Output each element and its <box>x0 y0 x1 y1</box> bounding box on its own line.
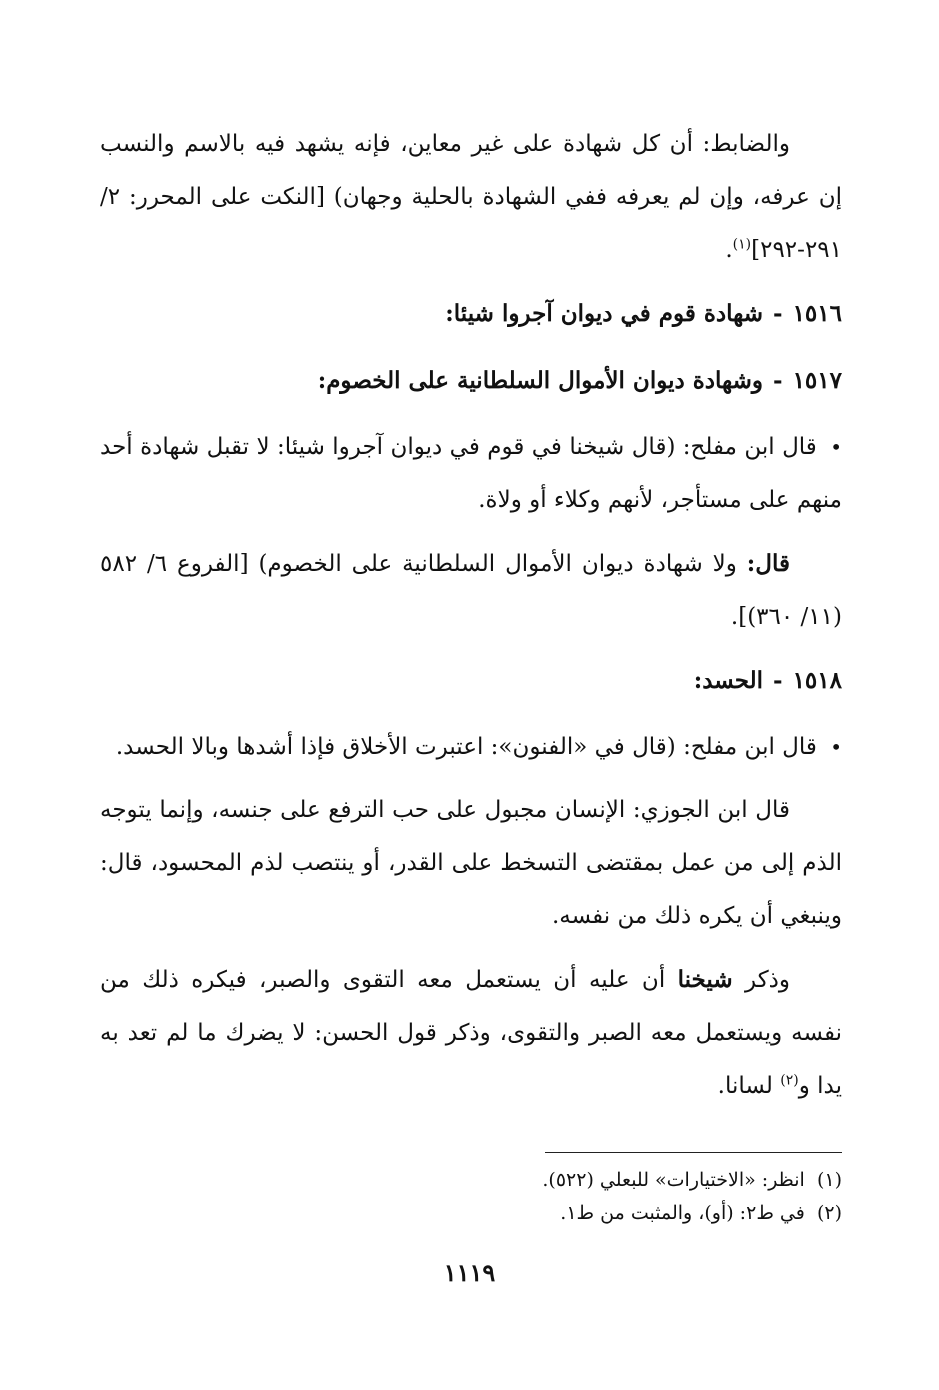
heading-1517 <box>100 354 842 407</box>
heading-1516-title: شهادة قوم في ديوان آجروا شيئا: <box>445 300 764 327</box>
footnote-divider <box>545 1152 842 1153</box>
heading-1518 <box>100 654 842 707</box>
paragraph-qala-lead: قال: <box>746 550 790 577</box>
paragraph-shaykhuna <box>100 953 842 1113</box>
heading-1516 <box>100 287 842 340</box>
footnote-ref-2: (٢) <box>780 1072 799 1089</box>
footnote-2-number: (٢) <box>816 1202 842 1224</box>
heading-1518-number: ١٥١٨ <box>792 667 842 694</box>
footnotes <box>100 1164 842 1230</box>
paragraph-shaykhuna-bold: شيخنا <box>677 966 733 993</box>
footnote-ref-1: (١) <box>732 236 752 253</box>
heading-1516-number: ١٥١٦ <box>792 300 842 327</box>
paragraph-shaykhuna-text: أن عليه أن يستعمل معه التقوى والصبر، فيكره ذلك من نفسه ويستعمل معه الصبر والتقوى، وذكر قول الحسن: لا يضرك ما لم تعد به يدا و <box>100 967 842 1099</box>
heading-1517-number: ١٥١٧ <box>792 367 842 394</box>
page-number: ١١١٩ <box>443 1258 496 1287</box>
footnote-2-text: في ط٢: (أو)، والمثبت من ط١. <box>560 1202 805 1224</box>
paragraph-definition-end: . <box>725 237 733 263</box>
paragraph-ibn-muflih-2 <box>100 721 842 774</box>
footnote-1 <box>100 1164 842 1197</box>
paragraph-qala <box>100 537 842 644</box>
paragraph-shaykhuna-end: لسانا. <box>717 1073 773 1099</box>
paragraph-ibn-muflih-1 <box>100 421 842 527</box>
paragraph-qala-text: ولا شهادة ديوان الأموال السلطانية على الخصوم) [الفروع ٦/ ٥٨٢ (١١/ ٣٦٠)]. <box>100 551 842 630</box>
paragraph-ibn-al-jawzi <box>100 784 842 943</box>
heading-1518-separator: - <box>773 667 783 694</box>
paragraph-ibn-muflih-1-text: قال ابن مفلح: (قال شيخنا في قوم في ديوان آجروا شيئا: لا تقبل شهادة أحد منهم على مستأجر، لأنهم وكلاء أو ولاة. <box>100 434 842 513</box>
bullet-icon: • <box>830 435 842 459</box>
heading-1517-separator: - <box>773 367 783 394</box>
footnote-1-number: (١) <box>816 1169 842 1191</box>
footnote-1-text: انظر: «الاختيارات» للبعلي (٥٢٢). <box>542 1169 805 1191</box>
paragraph-definition-text: والضابط: أن كل شهادة على غير معاين، فإنه يشهد فيه بالاسم والنسب إن عرفه، وإن لم يعرفه ففي الشهادة بالحلية وجهان) [النكت على المحرر: ٢/ ٢٩١-٢٩٢] <box>100 131 842 263</box>
bullet-icon: • <box>830 735 842 759</box>
heading-1516-separator: - <box>773 300 783 327</box>
heading-1517-title: وشهادة ديوان الأموال السلطانية على الخصوم: <box>317 367 764 394</box>
paragraph-ibn-muflih-2-text: قال ابن مفلح: (قال في «الفنون»: اعتبرت الأخلاق فإذا أشدها وبالا الحسد. <box>115 734 817 760</box>
heading-1518-title: الحسد: <box>693 667 764 694</box>
paragraph-shaykhuna-lead: وذكر <box>745 967 791 993</box>
footnote-2 <box>100 1197 842 1230</box>
paragraph-ibn-al-jawzi-text: قال ابن الجوزي: الإنسان مجبول على حب الترفع على جنسه، وإنما يتوجه الذم إلى من عمل بمقتضى التسخط على القدر، أو ينتصب لذم المحسود، قال: وينبغي أن يكره ذلك من نفسه. <box>100 797 842 929</box>
paragraph-definition <box>100 118 842 277</box>
page-body <box>100 118 842 1123</box>
